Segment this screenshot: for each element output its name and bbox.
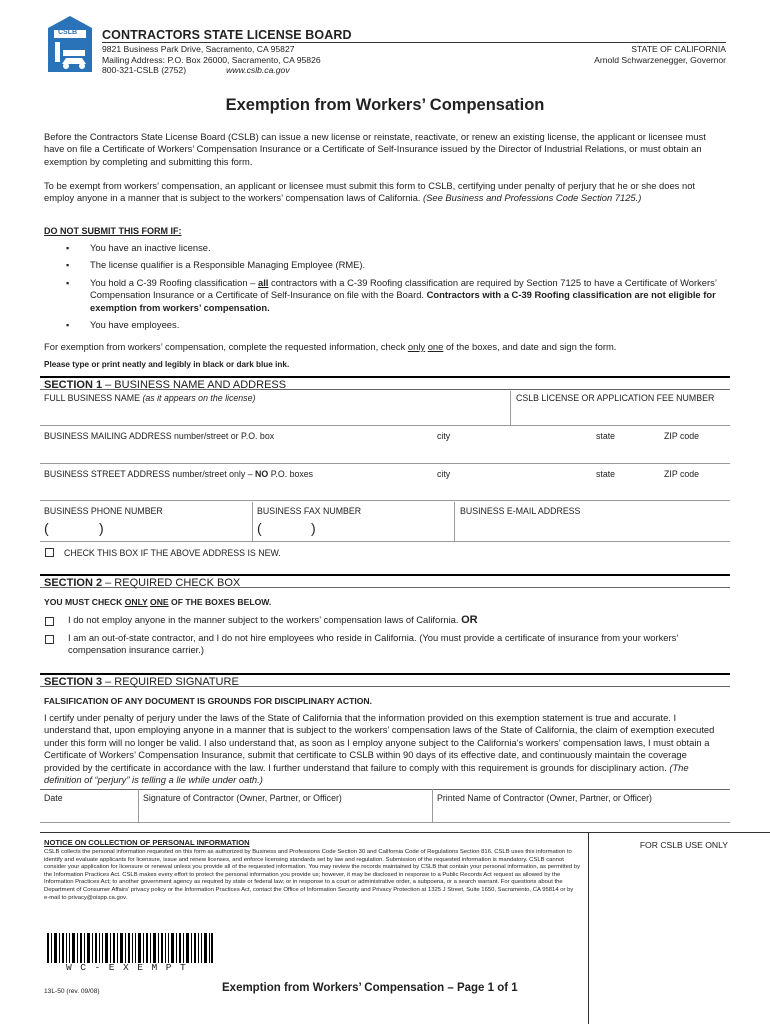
do-not-submit-list bbox=[66, 242, 726, 336]
must-one: ONE bbox=[150, 597, 169, 607]
intro-paragraph-2 bbox=[44, 180, 724, 205]
street-text: BUSINESS STREET ADDRESS number/street only – bbox=[44, 469, 256, 479]
perjury-note: (The definition of “perjury” is telling a lie while under oath.) bbox=[44, 761, 689, 786]
org-name: CONTRACTORS STATE LICENSE BOARD bbox=[102, 28, 352, 42]
mailing-address-label: BUSINESS MAILING ADDRESS number/street or P.O. box bbox=[44, 431, 275, 441]
state-block bbox=[594, 44, 726, 65]
intro-paragraph-1: Before the Contractors State License Board (CSLB) can issue a new license or reinstate, reactivate, or renew an existing license, the applicant or licensee must have on file a Certificate of Workers’ Compensation Insurance or a Certificate of Self-Insurance issued by the Director of Industrial Relations, or must obtain an exemption by completing and submitting this form. bbox=[44, 131, 706, 167]
divider bbox=[40, 500, 730, 501]
form-title: Exemption from Workers’ Compensation bbox=[225, 96, 545, 114]
section-2-header bbox=[40, 574, 730, 588]
logo-text: CSLB bbox=[58, 29, 78, 36]
new-address-checkbox[interactable] bbox=[45, 548, 54, 557]
cslb-use-label: FOR CSLB USE ONLY bbox=[639, 840, 728, 850]
section-1-title: – BUSINESS NAME AND ADDRESS bbox=[102, 379, 287, 391]
license-number-label: CSLB LICENSE OR APPLICATION FEE NUMBER bbox=[516, 393, 715, 403]
section-1-number: SECTION 1 bbox=[44, 379, 103, 391]
divider bbox=[40, 425, 730, 426]
instructions-one: one bbox=[427, 341, 444, 352]
list-item: ▪ You have an inactive license. bbox=[66, 242, 726, 254]
address-line-1: 9821 Business Park Drive, Sacramento, CA 95827 bbox=[102, 44, 295, 54]
divider bbox=[40, 541, 730, 542]
mailing-state-label: state bbox=[596, 431, 616, 441]
form-number: 13L-50 (rev. 09/08) bbox=[44, 988, 100, 995]
no-employees-label bbox=[68, 614, 478, 626]
section-3-number: SECTION 3 bbox=[44, 676, 103, 688]
or-label: OR bbox=[461, 614, 478, 626]
printed-name-label: Printed Name of Contractor (Owner, Partner, or Officer) bbox=[437, 793, 652, 803]
section-1-header bbox=[40, 376, 730, 390]
full-name-text: FULL BUSINESS NAME bbox=[44, 393, 140, 403]
section-3-header bbox=[40, 673, 730, 687]
divider bbox=[138, 789, 139, 822]
printed-name-field[interactable] bbox=[437, 805, 726, 821]
fax-label: BUSINESS FAX NUMBER bbox=[257, 506, 362, 516]
intro-2-reference: (See Business and Professions Code Section 7125.) bbox=[423, 192, 642, 204]
date-label: Date bbox=[44, 793, 63, 803]
fax-area-close: ) bbox=[311, 520, 316, 536]
list-item bbox=[66, 277, 726, 314]
street-address-label bbox=[44, 469, 313, 480]
full-business-name-field[interactable] bbox=[44, 405, 504, 423]
must-text-post: OF THE BOXES BELOW. bbox=[168, 597, 272, 607]
divider bbox=[40, 789, 730, 790]
no-employees-checkbox[interactable] bbox=[45, 617, 54, 626]
divider bbox=[40, 832, 588, 833]
date-field[interactable] bbox=[44, 805, 134, 821]
fax-area-open: ( bbox=[257, 520, 262, 536]
street-text-post: P.O. boxes bbox=[268, 469, 314, 479]
instructions bbox=[44, 341, 724, 353]
instructions-only: only bbox=[407, 341, 426, 352]
header-rule bbox=[102, 42, 726, 43]
section-3-title: – REQUIRED SIGNATURE bbox=[102, 676, 239, 688]
falsification-warning: FALSIFICATION OF ANY DOCUMENT IS GROUNDS FOR DISCIPLINARY ACTION. bbox=[44, 696, 373, 706]
divider bbox=[252, 502, 253, 542]
instructions-text-post: of the boxes, and date and sign the form. bbox=[443, 341, 617, 352]
mailing-address-field[interactable] bbox=[44, 443, 724, 461]
full-business-name-label bbox=[44, 393, 255, 404]
signature-label: Signature of Contractor (Owner, Partner, or Officer) bbox=[143, 793, 342, 803]
full-name-note: (as it appears on the license) bbox=[142, 393, 256, 403]
phone-label: BUSINESS PHONE NUMBER bbox=[44, 506, 163, 516]
b3-bold: Contractors with a C-39 Roofing classification are not eligible for exemption from workers’ compensation. bbox=[90, 289, 716, 313]
certification-text bbox=[44, 712, 724, 786]
b3-text-post: contractors with a C-39 Roofing classification are required by Section 7125 to have a Certificate of Workers’ Compensation Insurance or a Certificate of Self-Insurance on file with the Board. bbox=[90, 276, 717, 301]
street-city-label: city bbox=[437, 469, 451, 479]
mailing-city-label: city bbox=[437, 431, 451, 441]
intro-2-text: To be exempt from workers’ compensation, an applicant or licensee must submit this form to CSLB, certifying under penalty of perjury that he or she does not employ anyone in a manner that is subject to the workers’ compensation laws of California. bbox=[44, 180, 696, 204]
org-website[interactable]: www.cslb.ca.gov bbox=[226, 65, 290, 75]
barcode-label: WC-EXEMPT bbox=[66, 962, 195, 973]
state-name: STATE OF CALIFORNIA bbox=[631, 44, 726, 54]
list-item: ▪ The license qualifier is a Responsible Managing Employee (RME). bbox=[66, 259, 726, 271]
license-number-field[interactable] bbox=[516, 415, 726, 425]
divider bbox=[454, 502, 455, 542]
section-2-title: – REQUIRED CHECK BOX bbox=[102, 577, 241, 589]
do-not-submit-heading: DO NOT SUBMIT THIS FORM IF: bbox=[44, 226, 182, 236]
street-state-label: state bbox=[596, 469, 616, 479]
divider bbox=[40, 463, 730, 464]
instructions-text: For exemption from workers’ compensation, complete the requested information, check bbox=[44, 341, 408, 352]
certify-text: I certify under penalty of perjury under the laws of the State of California that the information provided on this exemption statement is true and accurate. I understand that, upon employing anyone in a manner that is subject to the workers’ compensation laws of the State of California, the claim of exemption executed under this form will no longer be valid. I also understand that, as soon as I employ anyone subject to the California’s workers’ compensation laws, I must obtain a Certificate of Workers’ Compensation Insurance, submit that certificate to CSLB within 90 days of its effective date, and continuously maintain the coverage provided by the certificate in accordance with the law. I further understand that failure to comply with this requirement is grounds for disciplinary action. bbox=[44, 712, 715, 773]
must-only: ONLY bbox=[124, 597, 148, 607]
option-1-text: I do not employ anyone in the manner subject to the workers’ compensation laws of California. bbox=[68, 614, 459, 625]
phone-area-open: ( bbox=[44, 520, 49, 536]
fax-field[interactable] bbox=[320, 522, 450, 538]
cslb-use-box bbox=[588, 832, 770, 1024]
mailing-zip-label: ZIP code bbox=[664, 431, 700, 441]
email-field[interactable] bbox=[460, 520, 726, 538]
governor-name: Arnold Schwarzenegger, Governor bbox=[594, 54, 726, 65]
street-address-field[interactable] bbox=[44, 481, 724, 499]
divider bbox=[40, 822, 730, 823]
signature-field[interactable] bbox=[143, 805, 428, 821]
must-check-note bbox=[44, 597, 271, 608]
email-label: BUSINESS E-MAIL ADDRESS bbox=[460, 506, 581, 516]
out-of-state-checkbox[interactable] bbox=[45, 635, 54, 644]
divider bbox=[510, 391, 511, 425]
b3-all: all bbox=[257, 276, 269, 288]
phone-field[interactable] bbox=[108, 522, 248, 538]
phone-area-close: ) bbox=[99, 520, 104, 536]
notice-body: CSLB collects the personal information requested on this form as authorized by Business and Professions Code Section 30 and California Code of Regulations Section 816. CSLB uses this information to identify and evaluate applicants for licensure, issue and renew licenses, and enforce licensing standards set by law and regulation. Submission of the requested information is mandatory. CSLB cannot consider your application for licensure or renewal unless you provide all of the requested information. You may review the records maintained by CSLB that contain your personal information, as permitted by the Information Practices Act. CSLB makes every effort to protect the personal information you provide us; however, it may be disclosed in response to a Public Records Act request as allowed by the Information Practices Act; to another government agency as required by state or federal law; or in response to a court or administrative order, a subpoena, or a search warrant. For questions about the Department of Consumer Affairs’ privacy policy or the Information Practices Act, contact the Office of Information Security and Privacy Protection at 1325 J Street, Suite 1650, Sacramento, CA 95814 or by e-mail to privacy@oispp.ca.gov. bbox=[44, 849, 581, 901]
new-address-label: CHECK THIS BOX IF THE ABOVE ADDRESS IS NEW. bbox=[64, 548, 281, 558]
list-item: ▪ You have employees. bbox=[66, 319, 726, 331]
out-of-state-label: I am an out-of-state contractor, and I do not hire employees who reside in California. (You must provide a certificate of insurance from your workers’ compensation insurance carrier.) bbox=[68, 632, 679, 656]
street-zip-label: ZIP code bbox=[664, 469, 700, 479]
org-phone: 800-321-CSLB (2752) bbox=[102, 65, 187, 75]
footer-title: Exemption from Workers’ Compensation – Page 1 of 1 bbox=[222, 982, 518, 994]
divider bbox=[432, 789, 433, 822]
org-address bbox=[102, 44, 321, 76]
ink-note: Please type or print neatly and legibly in black or dark blue ink. bbox=[44, 360, 290, 369]
b3-text: You hold a C-39 Roofing classification – bbox=[90, 276, 258, 288]
street-no: NO bbox=[255, 469, 269, 479]
cslb-logo bbox=[46, 14, 94, 74]
section-2-number: SECTION 2 bbox=[44, 577, 103, 589]
must-text: YOU MUST CHECK bbox=[44, 597, 125, 607]
address-line-2: Mailing Address: P.O. Box 26000, Sacramento, CA 95826 bbox=[102, 54, 321, 65]
notice-heading: NOTICE ON COLLECTION OF PERSONAL INFORMATION bbox=[44, 838, 250, 847]
